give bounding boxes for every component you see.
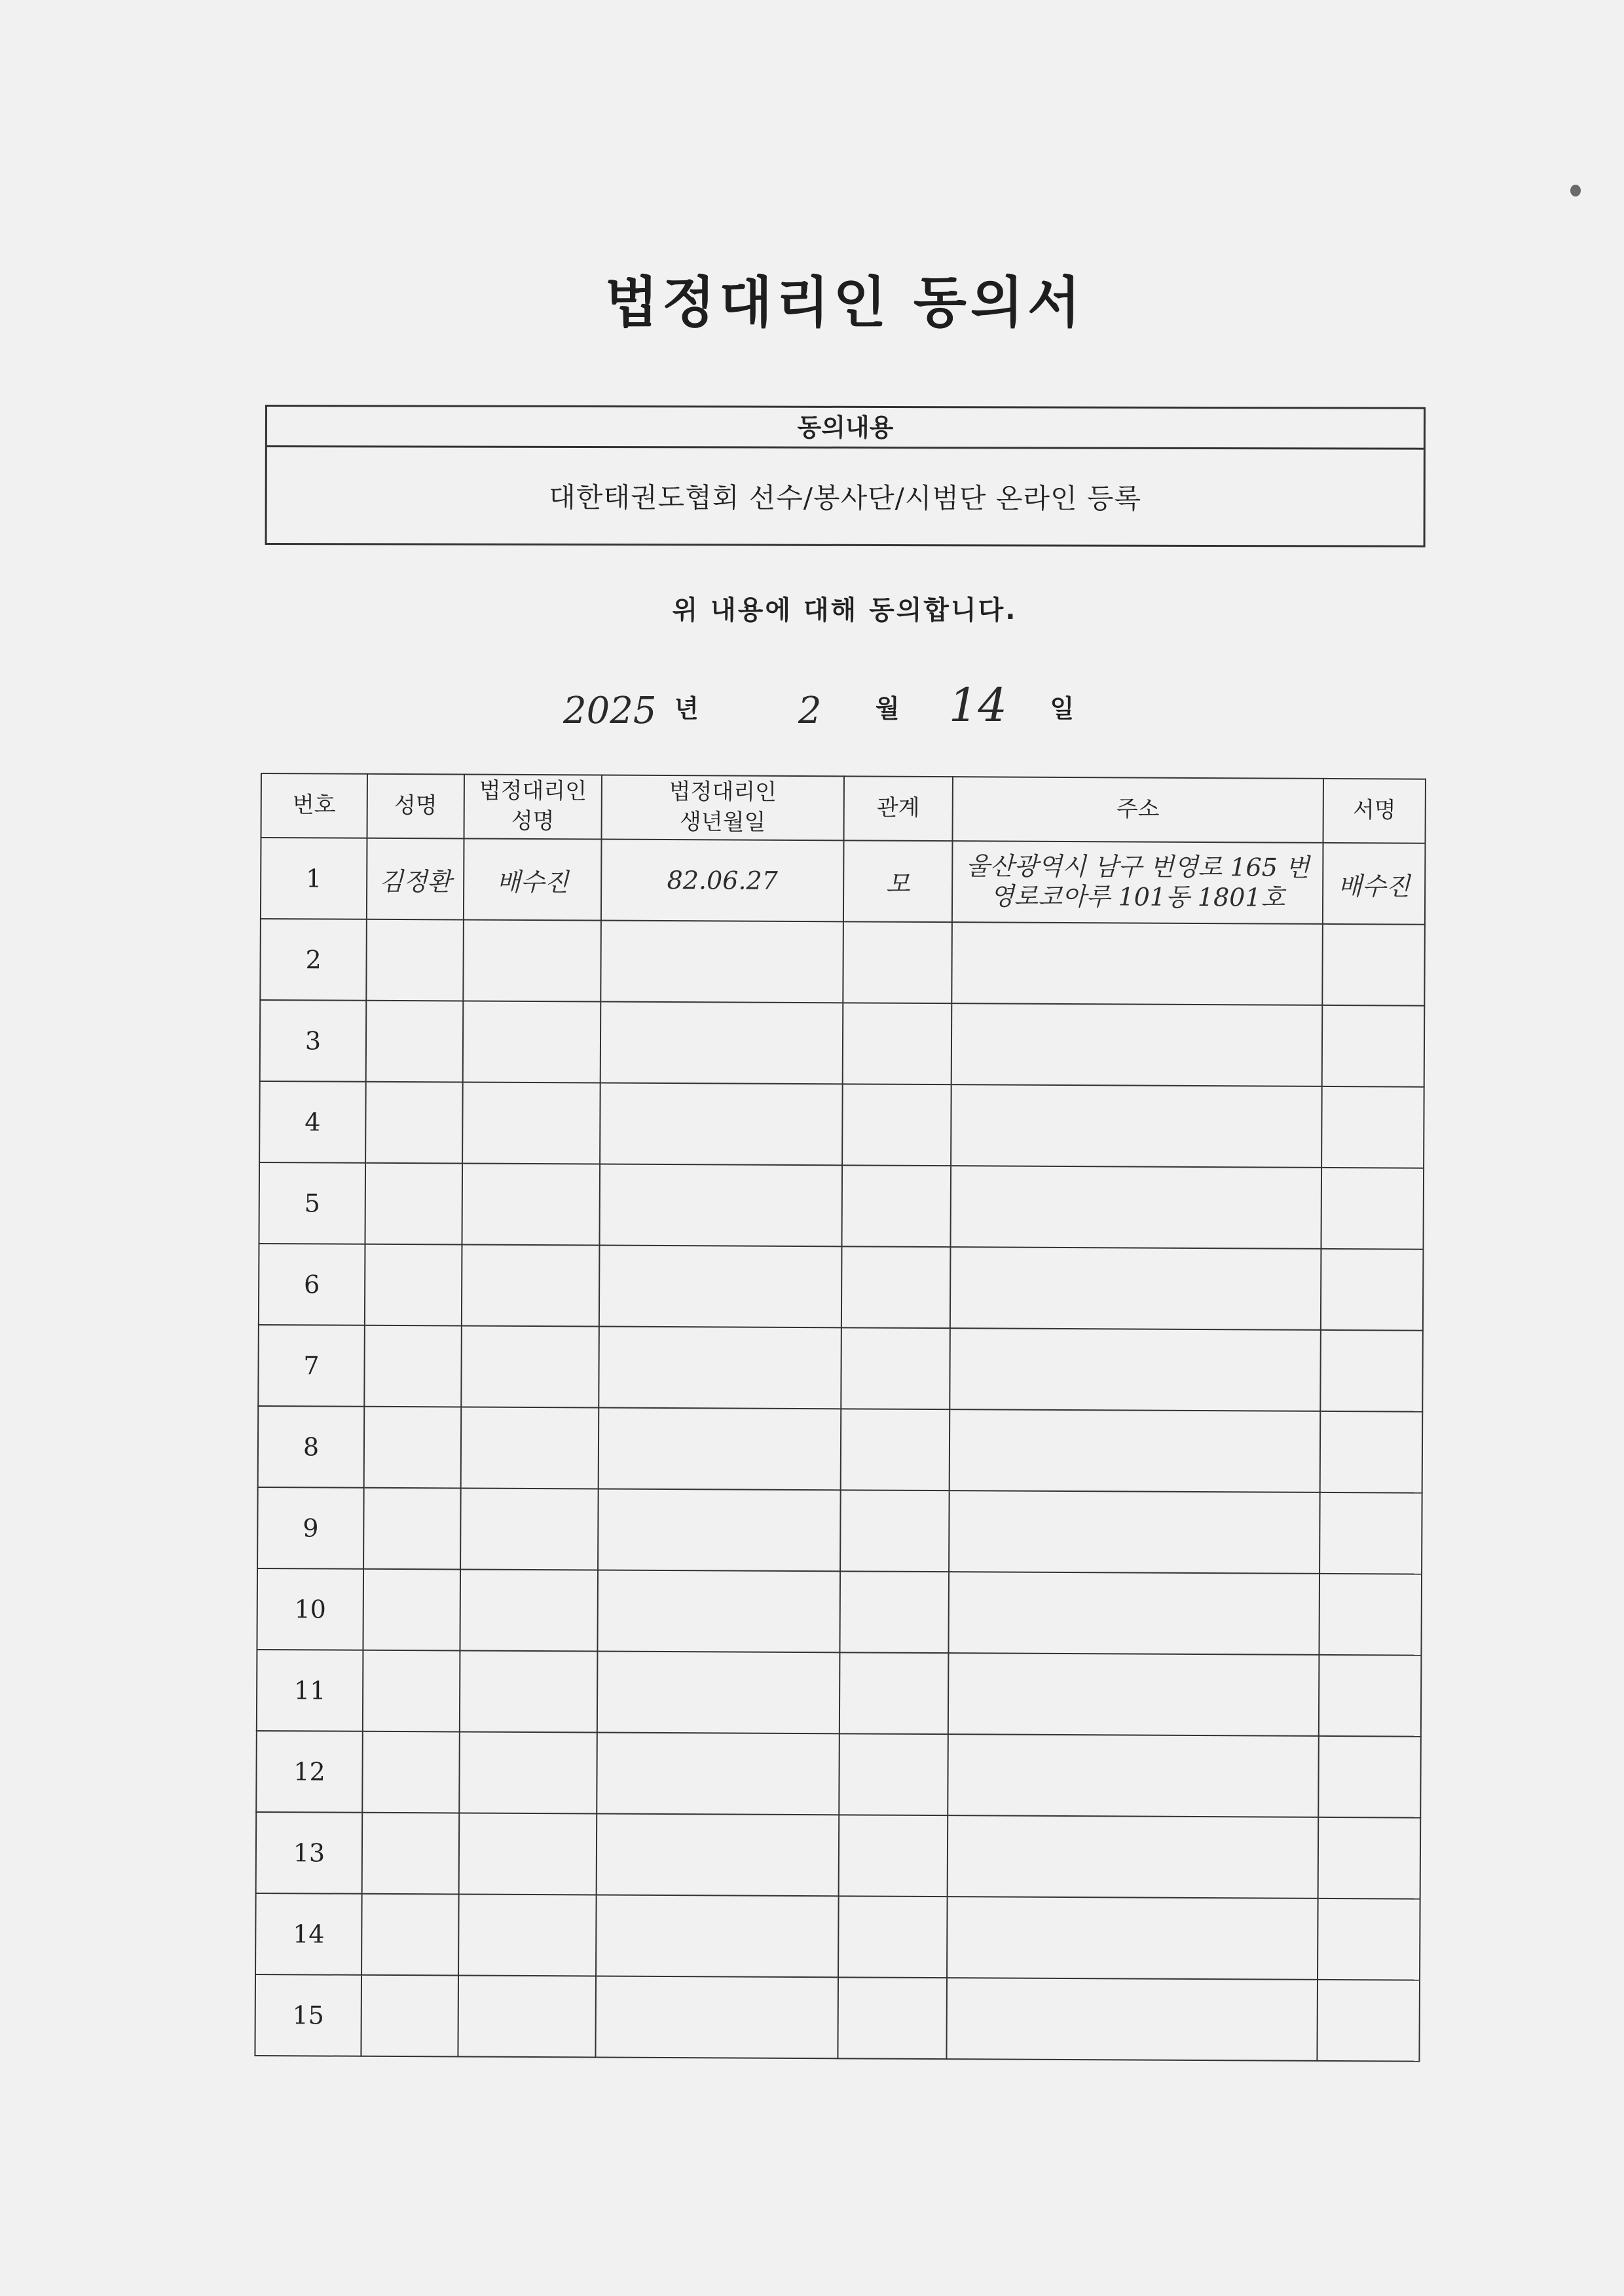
row-no: 12: [256, 1731, 363, 1813]
table-row: [257, 1487, 1422, 1574]
table-row: [260, 919, 1425, 1006]
registration-table: [254, 773, 1426, 2062]
cell-signature[interactable]: [1322, 924, 1425, 1006]
cell-relation[interactable]: [842, 1084, 951, 1166]
row-no: 3: [260, 1000, 367, 1082]
row-no: 15: [255, 1974, 361, 2056]
date-day-field[interactable]: 14: [948, 678, 1007, 732]
cell-name[interactable]: [361, 1975, 458, 2057]
cell-guardian-name[interactable]: [459, 1732, 597, 1814]
cell-signature[interactable]: 배수진: [1323, 843, 1426, 925]
cell-relation[interactable]: [841, 1327, 950, 1409]
cell-signature[interactable]: [1317, 1980, 1420, 2062]
cell-relation[interactable]: [838, 1896, 948, 1978]
cell-name[interactable]: [365, 1244, 462, 1326]
table-row: [259, 1081, 1424, 1168]
cell-relation[interactable]: [841, 1246, 951, 1328]
cell-signature[interactable]: [1320, 1492, 1422, 1574]
cell-name[interactable]: [361, 1894, 459, 1976]
cell-guardian-birth[interactable]: [599, 1246, 842, 1328]
cell-signature[interactable]: [1318, 1817, 1421, 1899]
cell-signature[interactable]: [1321, 1086, 1424, 1168]
header-name: 성명: [367, 774, 464, 839]
consent-box: [265, 405, 1426, 547]
cell-guardian-birth[interactable]: [597, 1652, 840, 1734]
row-no: 8: [258, 1406, 365, 1488]
cell-relation[interactable]: [840, 1571, 949, 1653]
header-relation: 관계: [844, 776, 953, 841]
cell-guardian-name[interactable]: [462, 1083, 600, 1164]
cell-address[interactable]: [949, 1491, 1320, 1574]
date-day-unit: 일: [1050, 694, 1075, 723]
cell-guardian-name[interactable]: [462, 1164, 600, 1246]
table-body: [255, 838, 1425, 2062]
cell-signature[interactable]: [1320, 1411, 1423, 1493]
row-no: 9: [257, 1487, 364, 1569]
cell-address[interactable]: 울산광역시 남구 번영로 165 번영로코아루 101동 1801호: [952, 841, 1323, 924]
cell-guardian-name[interactable]: 배수진: [464, 839, 602, 921]
cell-name[interactable]: [363, 1650, 460, 1732]
cell-signature[interactable]: [1319, 1655, 1422, 1737]
row-no: 13: [256, 1812, 363, 1894]
cell-name[interactable]: [362, 1813, 460, 1895]
cell-guardian-name[interactable]: [463, 920, 601, 1002]
consent-header: 동의내용: [267, 407, 1424, 450]
cell-relation[interactable]: [843, 1003, 952, 1084]
cell-address[interactable]: [948, 1734, 1319, 1817]
cell-guardian-name[interactable]: [460, 1651, 598, 1733]
cell-address[interactable]: [950, 1247, 1321, 1330]
table-row: [255, 1974, 1420, 2062]
cell-relation[interactable]: [843, 921, 952, 1003]
header-signature: 서명: [1323, 779, 1425, 843]
cell-signature[interactable]: [1321, 1249, 1424, 1331]
consent-body: 대한태권도협회 선수/봉사단/시범단 온라인 등록: [549, 481, 1142, 515]
header-no: 번호: [261, 773, 367, 838]
table-row: [257, 1568, 1422, 1656]
cell-name[interactable]: 김정환: [367, 838, 464, 920]
table-row: [259, 1244, 1424, 1331]
cell-guardian-birth[interactable]: [597, 1814, 840, 1897]
cell-name[interactable]: [363, 1488, 461, 1570]
scan-speck: [1570, 185, 1581, 196]
cell-address[interactable]: [951, 1084, 1322, 1168]
cell-address[interactable]: [951, 922, 1323, 1005]
cell-address[interactable]: [948, 1815, 1319, 1898]
row-no: 4: [259, 1081, 366, 1163]
cell-name[interactable]: [365, 1082, 463, 1164]
cell-guardian-birth[interactable]: [600, 1083, 843, 1166]
date-line: [563, 667, 1087, 732]
cell-relation[interactable]: [841, 1165, 951, 1247]
table-header-row: [261, 773, 1426, 843]
cell-relation[interactable]: [839, 1815, 948, 1897]
cell-name[interactable]: [365, 1163, 462, 1245]
row-no: 5: [259, 1162, 365, 1244]
cell-guardian-birth[interactable]: [600, 1002, 843, 1084]
cell-relation[interactable]: [839, 1733, 948, 1815]
cell-relation[interactable]: 모: [843, 840, 953, 922]
row-no: 7: [258, 1325, 365, 1407]
cell-address[interactable]: [950, 1328, 1321, 1411]
cell-guardian-name[interactable]: [461, 1326, 599, 1408]
header-guardian-birth: 법정대리인 생년월일: [602, 775, 844, 841]
table-row: [261, 838, 1426, 925]
cell-guardian-birth[interactable]: [596, 1895, 839, 1978]
cell-name[interactable]: [366, 1001, 464, 1083]
cell-signature[interactable]: [1321, 1168, 1424, 1250]
cell-address[interactable]: [948, 1653, 1320, 1736]
date-month-unit: 월: [875, 694, 900, 723]
row-no: 10: [257, 1568, 363, 1650]
cell-relation[interactable]: [840, 1490, 950, 1572]
cell-guardian-birth[interactable]: [599, 1164, 842, 1247]
cell-name[interactable]: [362, 1731, 460, 1813]
cell-guardian-birth[interactable]: [595, 1976, 838, 2059]
cell-guardian-name[interactable]: [460, 1489, 599, 1570]
cell-signature[interactable]: [1320, 1330, 1423, 1412]
cell-guardian-name[interactable]: [463, 1001, 601, 1083]
cell-relation[interactable]: [840, 1652, 949, 1734]
cell-guardian-name[interactable]: [458, 1894, 597, 1976]
cell-guardian-birth[interactable]: [598, 1489, 841, 1572]
row-no: 14: [255, 1893, 362, 1975]
row-no: 11: [257, 1650, 363, 1731]
row-no: 6: [259, 1244, 365, 1325]
table-row: [259, 1162, 1424, 1250]
cell-name[interactable]: [364, 1407, 462, 1489]
table-row: [256, 1812, 1421, 1899]
cell-address[interactable]: [951, 1003, 1323, 1086]
row-no: 1: [261, 838, 367, 919]
cell-address[interactable]: [946, 1978, 1318, 2061]
date-year-field[interactable]: 2025: [563, 690, 657, 732]
cell-guardian-name[interactable]: [460, 1570, 598, 1652]
cell-relation[interactable]: [838, 1977, 947, 2059]
table-row: [258, 1406, 1423, 1493]
cell-guardian-name[interactable]: [462, 1245, 600, 1327]
cell-guardian-name[interactable]: [459, 1813, 597, 1895]
table-row: [256, 1731, 1421, 1818]
cell-guardian-name[interactable]: [458, 1975, 596, 2057]
cell-guardian-name[interactable]: [461, 1407, 599, 1489]
cell-guardian-birth[interactable]: [597, 1570, 840, 1653]
table-row: [258, 1325, 1423, 1412]
header-address: 주소: [953, 777, 1323, 843]
cell-guardian-birth[interactable]: [600, 921, 843, 1003]
cell-name[interactable]: [366, 919, 464, 1001]
document-title: 법정대리인 동의서: [604, 270, 1085, 335]
cell-signature[interactable]: [1319, 1574, 1422, 1656]
table-row: [257, 1650, 1422, 1737]
cell-address[interactable]: [948, 1572, 1320, 1655]
cell-address[interactable]: [950, 1166, 1321, 1249]
cell-guardian-birth[interactable]: [597, 1733, 840, 1815]
date-year-unit: 년: [674, 694, 699, 723]
cell-signature[interactable]: [1318, 1898, 1420, 1980]
table-row: [260, 1000, 1425, 1087]
agreement-statement: 위 내용에 대해 동의합니다.: [672, 595, 1018, 625]
date-month-field[interactable]: 2: [798, 690, 822, 732]
cell-address[interactable]: [947, 1897, 1318, 1980]
cell-relation[interactable]: [841, 1409, 950, 1491]
cell-signature[interactable]: [1318, 1736, 1421, 1818]
table-row: [255, 1893, 1420, 1980]
cell-guardian-birth[interactable]: 82.06.27: [601, 840, 844, 922]
registration-table-wrap: [254, 773, 1425, 2062]
cell-name[interactable]: [363, 1569, 460, 1651]
cell-name[interactable]: [364, 1325, 462, 1407]
cell-guardian-birth[interactable]: [599, 1327, 841, 1409]
cell-guardian-birth[interactable]: [599, 1408, 841, 1491]
header-guardian-name: 법정대리인 성명: [464, 775, 602, 840]
cell-address[interactable]: [950, 1409, 1321, 1492]
cell-signature[interactable]: [1322, 1005, 1425, 1087]
row-no: 2: [260, 919, 367, 1001]
